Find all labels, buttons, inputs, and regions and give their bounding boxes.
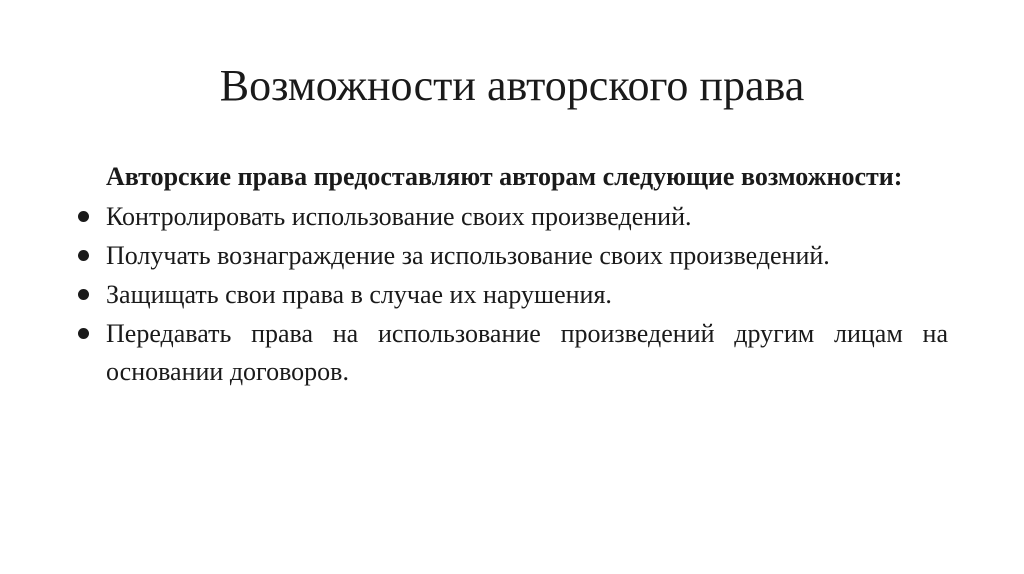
slide-content (76, 158, 948, 392)
slide-title: Возможности авторского права (219, 61, 805, 110)
bullet-dot-icon (78, 289, 89, 300)
bullet-item (76, 276, 948, 314)
bullet-text: Контролировать использование своих произведений. (106, 202, 692, 231)
bullet-item (76, 315, 948, 391)
intro-text: Авторские права предоставляют авторам следующие возможности: (106, 162, 903, 191)
bullet-dot-icon (78, 250, 89, 261)
bullet-dot-icon (78, 211, 89, 222)
bullet-list (76, 198, 948, 391)
bullet-item (76, 237, 948, 275)
bullet-dot-icon (78, 328, 89, 339)
bullet-text: Защищать свои права в случае их нарушения. (106, 280, 612, 309)
bullet-text: Получать вознаграждение за использование своих произведений. (106, 241, 830, 270)
bullet-item (76, 198, 948, 236)
bullet-text: Передавать права на использование произведений другим лицам на основании договоров. (106, 319, 948, 386)
